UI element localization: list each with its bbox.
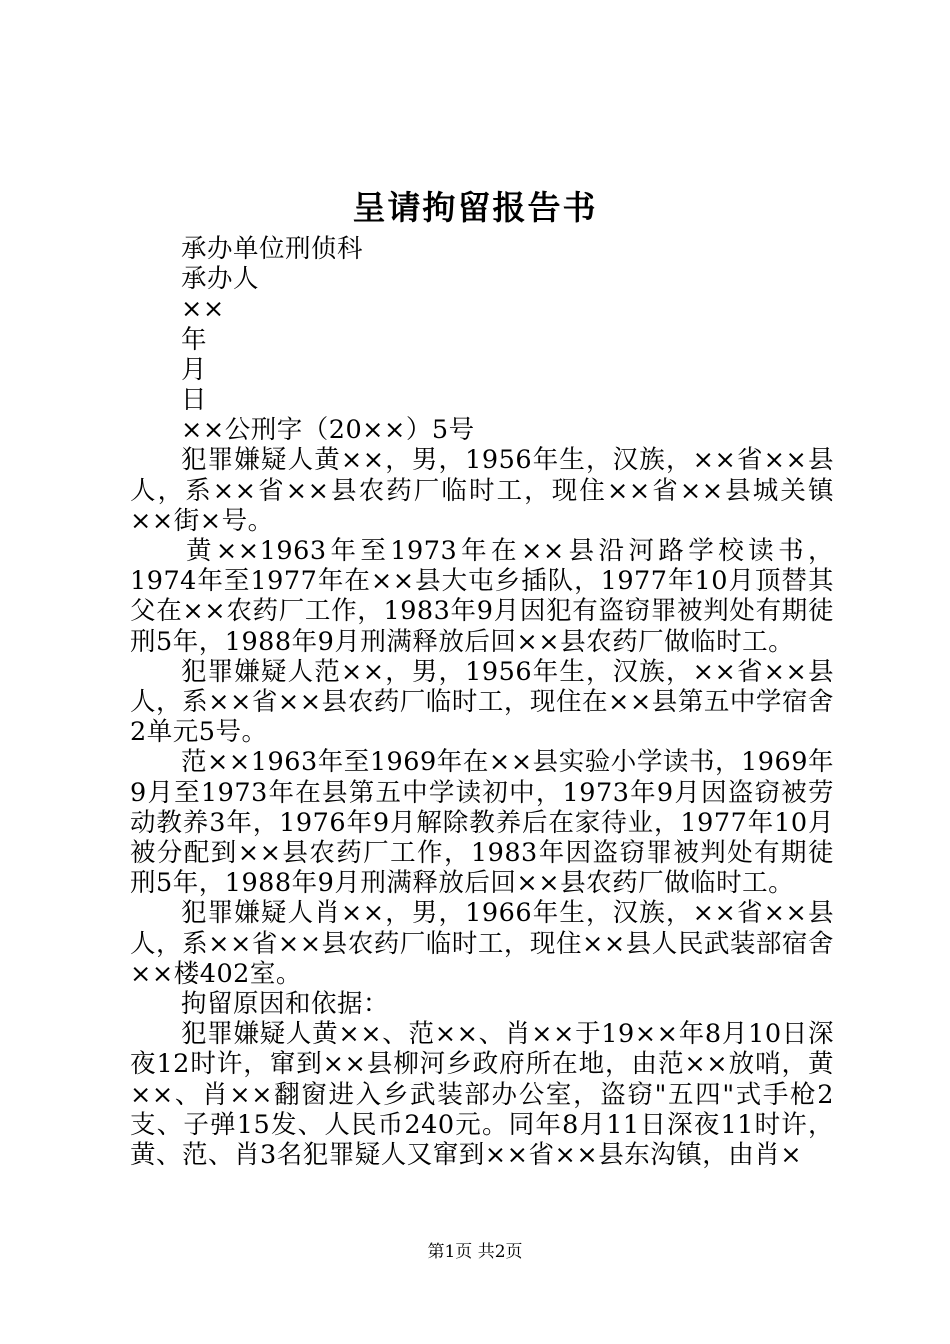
date-month: 月: [181, 354, 208, 385]
paragraph-crime-facts: 犯罪嫌疑人黄××、范××、肖××于19××年8月10日深夜12时许，窜到××县柳河乡政府所在地，由范××放哨，黄××、肖××翻窗进入乡武装部办公室，盗窃"五四"式手枪2支、子弹15发、人民币240元。同年8月11日深夜11时许，黄、范、肖3名犯罪疑人又窜到××省××县东沟镇，由肖×: [130, 1019, 834, 1171]
handler-name: ××: [181, 294, 225, 325]
date-day: 日: [181, 385, 208, 416]
document-title: 呈请拘留报告书: [352, 188, 598, 227]
paragraph-fan-history: 范××1963年至1969年在××县实验小学读书，1969年9月至1973年在县第五中学读初中，1973年9月因盗窃被劳动教养3年，1976年9月解除教养后在家待业，1977年10月被分配到××县农药厂工作，1983年因盗窃罪被判处有期徒刑5年，1988年9月刑满释放后回××县农药厂做临时工。: [130, 747, 834, 899]
section-heading-detention-reason: 拘留原因和依据：: [181, 989, 390, 1020]
paragraph-suspect-huang: 犯罪嫌疑人黄××，男，1956年生，汉族，××省××县人，系××省××县农药厂临时工，现住××省××县城关镇××街×号。: [130, 445, 834, 536]
page-footer: 第1页 共2页: [427, 1242, 523, 1262]
date-year: 年: [181, 324, 208, 355]
undertaking-unit: 承办单位刑侦科: [181, 234, 364, 264]
handler-label: 承办人: [181, 264, 260, 295]
document-number: ××公刑字（20××）5号: [181, 415, 475, 446]
document-body: [130, 234, 834, 1170]
paragraph-huang-history: 黄××1963年至1973年在××县沿河路学校读书，1974年至1977年在××县大屯乡插队，1977年10月顶替其父在××农药厂工作，1983年9月因犯有盗窃罪被判处有期徒刑5年，1988年9月刑满释放后回××县农药厂做临时工。: [130, 536, 834, 657]
paragraph-suspect-fan: 犯罪嫌疑人范××，男，1956年生，汉族，××省××县人，系××省××县农药厂临时工，现住在××县第五中学宿舍2单元5号。: [130, 656, 834, 748]
paragraph-suspect-xiao: 犯罪嫌疑人肖××，男，1966年生，汉族，××省××县人，系××省××县农药厂临时工，现住××县人民武装部宿舍××楼402室。: [130, 898, 834, 989]
